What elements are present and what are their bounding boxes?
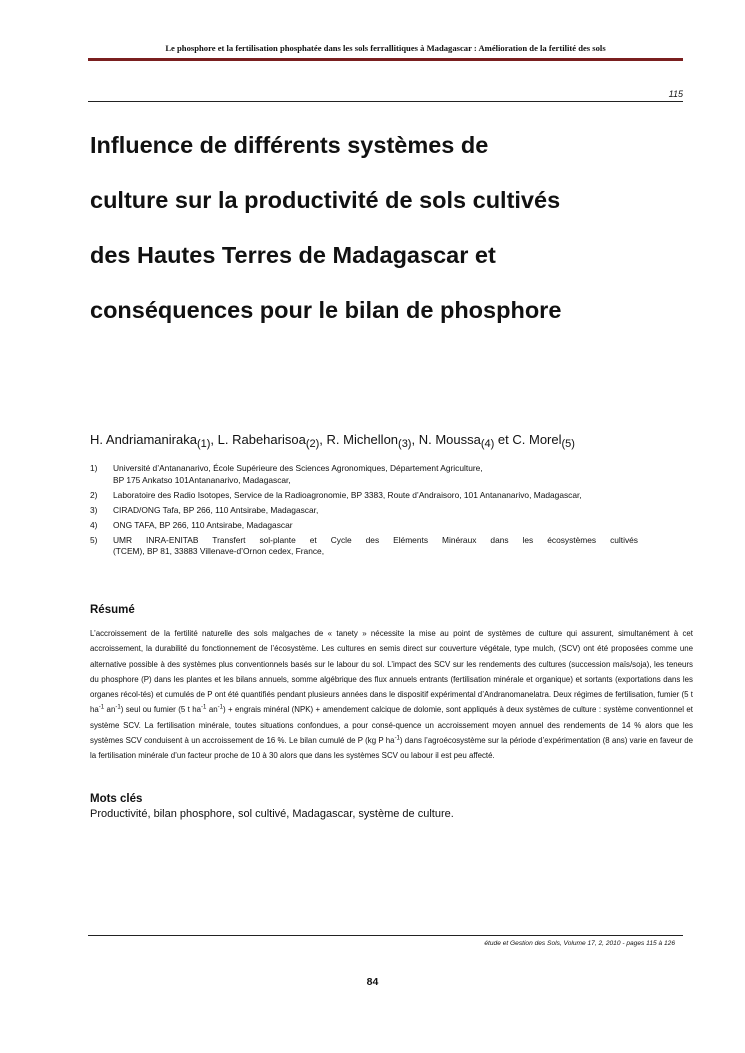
author-ref: (1): [196, 438, 211, 450]
title-line: culture sur la productivité de sols cultivés: [90, 187, 561, 213]
abstract-superscript: -1: [394, 735, 400, 742]
author-name: R. Michellon: [326, 432, 399, 447]
abstract-text: [90, 626, 693, 764]
affiliation-item: [90, 505, 690, 517]
abstract-part: L’accroissement de la fertilité naturelle des sols malgaches de « tanety » nécessite la mise au point de systèmes de culture qui assurent, simultanément à cet accroissement, la durabilité du fonctionnement de l’écosystème. Les cultures en semis direct sur couverture végétale, type mulch, (SCV) ont été proposées comme une alternative possible à des systèmes plus conventionnels basés sur le labour du sol. L’impact des SCV sur les rendements des cultures (succession maïs/soja), les teneurs du phosphore (P) dans les plantes et les bilans annuels, somme algébrique des flux annuels entrants (fertilisation minérale et organique) et sortants (exportations dans les organes récol-tés) et cumulés de P ont été quantifiés pendant plusieurs années dans le dispositif expérimental d’Andranomanelatra. Deux régimes de fertilisation, fumier (5 t ha: [90, 629, 693, 715]
affiliation-number: 3): [90, 504, 98, 515]
affiliation-text: [113, 463, 690, 486]
keywords-heading: Mots clés: [90, 793, 143, 805]
author-ref: (4): [480, 438, 495, 450]
journal-citation: étude et Gestion des Sols, Volume 17, 2, 2010 - pages 115 à 126: [484, 940, 675, 947]
abstract-part: an: [104, 705, 116, 715]
author-name: L. Rabeharisoa: [217, 432, 306, 447]
affiliation-number: 1): [90, 463, 98, 473]
abstract-superscript: -1: [217, 704, 223, 711]
abstract-superscript: -1: [98, 704, 105, 711]
affiliation-number: 4): [90, 519, 98, 530]
affiliation-item: [90, 535, 690, 558]
author-separator: ,: [210, 432, 218, 447]
abstract-part: ) + engrais minéral (NPK) + amendement calcique de dolomie, sont appliqués à deux systèmes de culture : système conventionnel et système SCV. La fertilisation minérale, toutes situations confondues, a pour consé-quence un accroissement moyen annuel des rendements de 14 % alors que les systèmes SCV conduisent à un accroissement de 16 %. Le bilan cumulé de P (kg P ha: [90, 705, 693, 746]
affiliation-line: UMR INRA-ENITAB Transfert sol-plante et Cycle des Eléments Minéraux dans les écosystèmes cultivés: [113, 534, 638, 545]
author-ref: (5): [561, 438, 575, 450]
affiliation-line: Laboratoire des Radio Isotopes, Service de la Radioagronomie, BP 3383, Route d’Andraisoro, 101 Antananarivo, Madagascar,: [113, 489, 582, 500]
affiliation-item: [90, 463, 690, 486]
author-separator: et: [494, 432, 513, 447]
affiliation-line: CIRAD/ONG Tafa, BP 266, 110 Antsirabe, Madagascar,: [113, 504, 319, 515]
title-line: Influence de différents systèmes de: [90, 132, 489, 158]
running-header: Le phosphore et la fertilisation phosphatée dans les sols ferrallitiques à Madagascar : Amélioration de la fertilité des sols: [165, 43, 606, 53]
abstract-superscript: -1: [201, 704, 207, 711]
footer-rule: [88, 935, 683, 936]
abstract-part: an: [206, 705, 218, 715]
affiliation-line: (TCEM), BP 81, 33883 Villenave-d’Ornon cedex, France,: [113, 546, 325, 556]
keywords-text: Productivité, bilan phosphore, sol cultivé, Madagascar, système de culture.: [90, 808, 454, 820]
abstract-superscript: -1: [115, 704, 121, 711]
page-number-bottom: 84: [366, 976, 379, 988]
author-name: C. Morel: [512, 432, 562, 447]
affiliation-item: [90, 490, 690, 502]
affiliation-list: [90, 463, 690, 561]
top-rule: [88, 101, 683, 102]
article-title: [90, 118, 690, 338]
author-name: H. Andriamaniraka: [90, 432, 197, 447]
author-ref: (3): [398, 438, 412, 450]
abstract-heading: Résumé: [90, 604, 135, 616]
author-ref: (2): [305, 438, 320, 450]
header-rule: [88, 58, 683, 61]
affiliation-line: Université d’Antananarivo, École Supérieure des Sciences Agronomiques, Département Agriculture,: [113, 463, 483, 473]
author-separator: ,: [319, 432, 327, 447]
abstract-part: ) seul ou fumier (5 t ha: [120, 705, 202, 715]
author-name: N. Moussa: [418, 432, 481, 447]
page-number-top: 115: [668, 89, 683, 99]
author-list: [90, 432, 690, 450]
title-line: conséquences pour le bilan de phosphore: [90, 297, 562, 323]
affiliation-number: 5): [90, 534, 98, 545]
author-separator: ,: [411, 432, 419, 447]
affiliation-line: ONG TAFA, BP 266, 110 Antsirabe, Madagascar: [113, 519, 293, 530]
affiliation-line: BP 175 Ankatso 101Antananarivo, Madagascar,: [113, 474, 291, 485]
abstract-part: ) dans l’agroécosystème sur la période d’expérimentation (8 ans) varie en faveur de la fertilisation minérale d’un facteur proche de 10 à 30 alors que dans les systèmes SCV ou labour il est peu affecté.: [90, 736, 694, 761]
affiliation-item: [90, 520, 690, 532]
affiliation-text: [113, 535, 690, 558]
affiliation-number: 2): [90, 489, 98, 500]
title-line: des Hautes Terres de Madagascar et: [90, 242, 496, 268]
